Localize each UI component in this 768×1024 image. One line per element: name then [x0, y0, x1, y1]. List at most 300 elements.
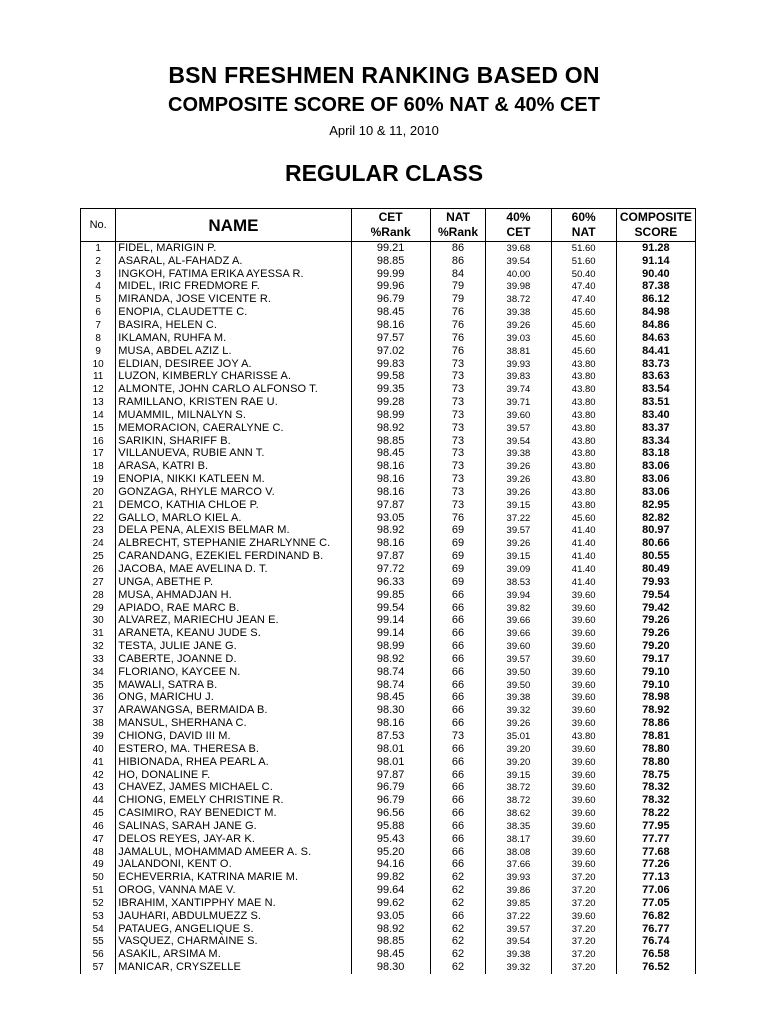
table-row — [81, 679, 696, 692]
composite-score: 76.58 — [616, 948, 695, 961]
cet-percent-rank: 99.35 — [351, 383, 430, 396]
table-row — [81, 884, 696, 897]
composite-score: 77.05 — [616, 897, 695, 910]
table-row — [81, 396, 696, 409]
student-name: OROG, VANNA MAE V. — [116, 884, 351, 897]
nat-60-percent: 51.60 — [551, 255, 616, 268]
student-name: DELA PENA, ALEXIS BELMAR M. — [116, 525, 351, 538]
column-header-60-nat — [551, 209, 616, 242]
table-row — [81, 358, 696, 371]
student-name: ENOPIA, NIKKI KATLEEN M. — [116, 473, 351, 486]
cet-percent-rank: 99.21 — [351, 242, 430, 255]
composite-score: 83.37 — [616, 422, 695, 435]
nat-60-percent: 51.60 — [551, 242, 616, 255]
composite-score: 76.52 — [616, 961, 695, 974]
nat-60-percent: 45.60 — [551, 345, 616, 358]
rank-number: 17 — [81, 448, 116, 461]
rank-number: 42 — [81, 769, 116, 782]
table-row — [81, 435, 696, 448]
nat-percent-rank: 73 — [430, 499, 486, 512]
cet-percent-rank: 99.58 — [351, 370, 430, 383]
cet-40-percent: 39.54 — [486, 255, 551, 268]
rank-number: 24 — [81, 537, 116, 550]
nat-percent-rank: 66 — [430, 589, 486, 602]
cet-percent-rank: 98.45 — [351, 306, 430, 319]
rank-number: 38 — [81, 717, 116, 730]
nat-percent-rank: 86 — [430, 242, 486, 255]
nat-60-percent: 39.60 — [551, 807, 616, 820]
nat-percent-rank: 69 — [430, 550, 486, 563]
composite-score: 79.10 — [616, 666, 695, 679]
nat-60-percent: 45.60 — [551, 332, 616, 345]
cet-40-percent: 39.54 — [486, 936, 551, 949]
rank-number: 45 — [81, 807, 116, 820]
column-header-no: No. — [81, 209, 116, 242]
cet-40-percent: 39.83 — [486, 370, 551, 383]
nat-60-percent: 37.20 — [551, 897, 616, 910]
rank-number: 39 — [81, 730, 116, 743]
cet-percent-rank: 96.79 — [351, 794, 430, 807]
cet-percent-rank: 97.87 — [351, 499, 430, 512]
student-name: VILLANUEVA, RUBIE ANN T. — [116, 448, 351, 461]
nat-percent-rank: 62 — [430, 948, 486, 961]
cet-percent-rank: 98.99 — [351, 640, 430, 653]
rank-number: 44 — [81, 794, 116, 807]
cet-40-percent: 39.38 — [486, 692, 551, 705]
cet-40-percent: 39.38 — [486, 448, 551, 461]
nat-60-percent: 47.40 — [551, 281, 616, 294]
rank-number: 9 — [81, 345, 116, 358]
exam-date: April 10 & 11, 2010 — [329, 123, 439, 138]
table-row — [81, 717, 696, 730]
cet-40-percent: 39.74 — [486, 383, 551, 396]
rank-number: 33 — [81, 653, 116, 666]
nat-percent-rank: 62 — [430, 897, 486, 910]
cet-40-percent: 39.26 — [486, 486, 551, 499]
student-name: LUZON, KIMBERLY CHARISSE A. — [116, 370, 351, 383]
nat-60-percent: 37.20 — [551, 948, 616, 961]
student-name: ALVAREZ, MARIECHU JEAN E. — [116, 614, 351, 627]
student-name: FLORIANO, KAYCEE N. — [116, 666, 351, 679]
table-row — [81, 820, 696, 833]
student-name: MIDEL, IRIC FREDMORE F. — [116, 281, 351, 294]
table-row — [81, 576, 696, 589]
rank-number: 53 — [81, 910, 116, 923]
composite-score: 79.20 — [616, 640, 695, 653]
composite-score: 83.40 — [616, 409, 695, 422]
nat-60-percent: 43.80 — [551, 396, 616, 409]
nat-percent-rank: 76 — [430, 345, 486, 358]
header-line: 40% — [506, 210, 531, 224]
nat-percent-rank: 69 — [430, 525, 486, 538]
nat-60-percent: 39.60 — [551, 666, 616, 679]
student-name: MUSA, AHMADJAN H. — [116, 589, 351, 602]
rank-number: 49 — [81, 859, 116, 872]
cet-percent-rank: 93.05 — [351, 512, 430, 525]
rank-number: 27 — [81, 576, 116, 589]
cet-40-percent: 39.66 — [486, 627, 551, 640]
nat-percent-rank: 69 — [430, 576, 486, 589]
rank-number: 5 — [81, 293, 116, 306]
composite-score: 80.66 — [616, 537, 695, 550]
nat-60-percent: 37.20 — [551, 961, 616, 974]
nat-60-percent: 43.80 — [551, 486, 616, 499]
nat-60-percent: 39.60 — [551, 833, 616, 846]
cet-percent-rank: 98.16 — [351, 717, 430, 730]
nat-60-percent: 45.60 — [551, 512, 616, 525]
nat-percent-rank: 73 — [430, 383, 486, 396]
student-name: ALBRECHT, STEPHANIE ZHARLYNNE C. — [116, 537, 351, 550]
rank-number: 10 — [81, 358, 116, 371]
nat-60-percent: 39.60 — [551, 602, 616, 615]
cet-percent-rank: 99.28 — [351, 396, 430, 409]
student-name: JALANDONI, KENT O. — [116, 859, 351, 872]
composite-score: 78.92 — [616, 704, 695, 717]
rank-number: 30 — [81, 614, 116, 627]
cet-percent-rank: 96.33 — [351, 576, 430, 589]
cet-percent-rank: 96.79 — [351, 293, 430, 306]
table-row — [81, 281, 696, 294]
nat-percent-rank: 73 — [430, 435, 486, 448]
nat-percent-rank: 62 — [430, 936, 486, 949]
nat-60-percent: 43.80 — [551, 730, 616, 743]
nat-60-percent: 39.60 — [551, 614, 616, 627]
cet-40-percent: 39.26 — [486, 537, 551, 550]
cet-percent-rank: 98.45 — [351, 948, 430, 961]
composite-score: 84.86 — [616, 319, 695, 332]
cet-40-percent: 39.94 — [486, 589, 551, 602]
nat-60-percent: 39.60 — [551, 769, 616, 782]
header-line: NAT — [446, 210, 470, 224]
nat-percent-rank: 66 — [430, 704, 486, 717]
nat-percent-rank: 62 — [430, 871, 486, 884]
cet-40-percent: 40.00 — [486, 268, 551, 281]
student-name: MUSA, ABDEL AZIZ L. — [116, 345, 351, 358]
cet-40-percent: 39.50 — [486, 666, 551, 679]
table-row — [81, 345, 696, 358]
nat-60-percent: 43.80 — [551, 473, 616, 486]
nat-percent-rank: 73 — [430, 409, 486, 422]
composite-score: 80.49 — [616, 563, 695, 576]
student-name: TESTA, JULIE JANE G. — [116, 640, 351, 653]
nat-percent-rank: 73 — [430, 730, 486, 743]
cet-percent-rank: 99.64 — [351, 884, 430, 897]
cet-40-percent: 38.81 — [486, 345, 551, 358]
composite-score: 77.26 — [616, 859, 695, 872]
column-header-cet-rank — [351, 209, 430, 242]
student-name: HIBIONADA, RHEA PEARL A. — [116, 756, 351, 769]
table-header-row — [81, 209, 696, 242]
student-name: ASAKIL, ARSIMA M. — [116, 948, 351, 961]
student-name: DELOS REYES, JAY-AR K. — [116, 833, 351, 846]
student-name: CHIONG, DAVID III M. — [116, 730, 351, 743]
cet-percent-rank: 97.02 — [351, 345, 430, 358]
rank-number: 7 — [81, 319, 116, 332]
nat-60-percent: 45.60 — [551, 319, 616, 332]
table-row — [81, 859, 696, 872]
nat-60-percent: 39.60 — [551, 756, 616, 769]
student-name: APIADO, RAE MARC B. — [116, 602, 351, 615]
nat-percent-rank: 66 — [430, 743, 486, 756]
nat-60-percent: 43.80 — [551, 383, 616, 396]
composite-score: 78.32 — [616, 781, 695, 794]
table-row — [81, 614, 696, 627]
cet-40-percent: 39.93 — [486, 871, 551, 884]
table-row — [81, 910, 696, 923]
nat-percent-rank: 73 — [430, 448, 486, 461]
cet-percent-rank: 98.16 — [351, 460, 430, 473]
composite-score: 82.82 — [616, 512, 695, 525]
cet-percent-rank: 98.85 — [351, 435, 430, 448]
table-row — [81, 730, 696, 743]
cet-40-percent: 39.15 — [486, 769, 551, 782]
student-name: SARIKIN, SHARIFF B. — [116, 435, 351, 448]
cet-40-percent: 39.50 — [486, 679, 551, 692]
nat-60-percent: 39.60 — [551, 653, 616, 666]
rank-number: 55 — [81, 936, 116, 949]
nat-percent-rank: 73 — [430, 358, 486, 371]
composite-score: 77.77 — [616, 833, 695, 846]
nat-percent-rank: 66 — [430, 692, 486, 705]
student-name: CHIONG, EMELY CHRISTINE R. — [116, 794, 351, 807]
cet-40-percent: 39.57 — [486, 422, 551, 435]
composite-score: 83.18 — [616, 448, 695, 461]
cet-40-percent: 39.93 — [486, 358, 551, 371]
student-name: ESTERO, MA. THERESA B. — [116, 743, 351, 756]
nat-60-percent: 41.40 — [551, 563, 616, 576]
table-row — [81, 936, 696, 949]
composite-score: 79.42 — [616, 602, 695, 615]
table-row — [81, 268, 696, 281]
composite-score: 84.98 — [616, 306, 695, 319]
composite-score: 78.81 — [616, 730, 695, 743]
cet-40-percent: 38.53 — [486, 576, 551, 589]
cet-percent-rank: 99.96 — [351, 281, 430, 294]
rank-number: 3 — [81, 268, 116, 281]
table-row — [81, 589, 696, 602]
rank-number: 26 — [81, 563, 116, 576]
rank-number: 35 — [81, 679, 116, 692]
nat-60-percent: 39.60 — [551, 640, 616, 653]
nat-60-percent: 50.40 — [551, 268, 616, 281]
rank-number: 47 — [81, 833, 116, 846]
rank-number: 18 — [81, 460, 116, 473]
nat-60-percent: 43.80 — [551, 499, 616, 512]
table-row — [81, 409, 696, 422]
student-name: BASIRA, HELEN C. — [116, 319, 351, 332]
student-name: ALMONTE, JOHN CARLO ALFONSO T. — [116, 383, 351, 396]
table-row — [81, 293, 696, 306]
cet-percent-rank: 95.20 — [351, 846, 430, 859]
cet-percent-rank: 98.16 — [351, 473, 430, 486]
cet-percent-rank: 98.85 — [351, 936, 430, 949]
cet-percent-rank: 98.92 — [351, 923, 430, 936]
rank-number: 40 — [81, 743, 116, 756]
nat-60-percent: 39.60 — [551, 692, 616, 705]
nat-60-percent: 41.40 — [551, 537, 616, 550]
nat-percent-rank: 62 — [430, 961, 486, 974]
composite-score: 78.98 — [616, 692, 695, 705]
table-row — [81, 473, 696, 486]
cet-percent-rank: 98.74 — [351, 679, 430, 692]
composite-score: 79.26 — [616, 614, 695, 627]
column-header-nat-rank — [430, 209, 486, 242]
rank-number: 29 — [81, 602, 116, 615]
nat-percent-rank: 76 — [430, 512, 486, 525]
nat-60-percent: 37.20 — [551, 871, 616, 884]
rank-number: 23 — [81, 525, 116, 538]
composite-score: 78.32 — [616, 794, 695, 807]
table-row — [81, 704, 696, 717]
rank-number: 12 — [81, 383, 116, 396]
table-row — [81, 499, 696, 512]
composite-score: 79.93 — [616, 576, 695, 589]
table-row — [81, 460, 696, 473]
composite-score: 77.06 — [616, 884, 695, 897]
rank-number: 54 — [81, 923, 116, 936]
nat-60-percent: 39.60 — [551, 846, 616, 859]
rank-number: 22 — [81, 512, 116, 525]
cet-40-percent: 39.32 — [486, 961, 551, 974]
composite-score: 76.74 — [616, 936, 695, 949]
composite-score: 83.51 — [616, 396, 695, 409]
student-name: JAUHARI, ABDULMUEZZ S. — [116, 910, 351, 923]
composite-score: 76.82 — [616, 910, 695, 923]
cet-percent-rank: 97.87 — [351, 550, 430, 563]
cet-percent-rank: 98.74 — [351, 666, 430, 679]
composite-score: 83.06 — [616, 486, 695, 499]
rank-number: 2 — [81, 255, 116, 268]
cet-percent-rank: 93.05 — [351, 910, 430, 923]
student-name: MANSUL, SHERHANA C. — [116, 717, 351, 730]
cet-40-percent: 39.57 — [486, 525, 551, 538]
header-line: NAT — [571, 225, 596, 239]
rank-number: 56 — [81, 948, 116, 961]
column-header-40-cet — [486, 209, 551, 242]
nat-percent-rank: 62 — [430, 923, 486, 936]
student-name: HO, DONALINE F. — [116, 769, 351, 782]
table-row — [81, 666, 696, 679]
table-row — [81, 332, 696, 345]
nat-percent-rank: 66 — [430, 859, 486, 872]
nat-percent-rank: 66 — [430, 679, 486, 692]
table-row — [81, 512, 696, 525]
nat-percent-rank: 73 — [430, 396, 486, 409]
cet-percent-rank: 98.45 — [351, 692, 430, 705]
header-line: COMPOSITE — [619, 210, 692, 224]
nat-60-percent: 39.60 — [551, 794, 616, 807]
student-name: GONZAGA, RHYLE MARCO V. — [116, 486, 351, 499]
composite-score: 78.22 — [616, 807, 695, 820]
student-name: SALINAS, SARAH JANE G. — [116, 820, 351, 833]
cet-percent-rank: 97.72 — [351, 563, 430, 576]
nat-60-percent: 41.40 — [551, 525, 616, 538]
composite-score: 78.80 — [616, 743, 695, 756]
composite-score: 83.06 — [616, 460, 695, 473]
cet-40-percent: 39.20 — [486, 743, 551, 756]
nat-percent-rank: 79 — [430, 293, 486, 306]
nat-60-percent: 39.60 — [551, 910, 616, 923]
cet-percent-rank: 99.62 — [351, 897, 430, 910]
nat-percent-rank: 66 — [430, 627, 486, 640]
cet-40-percent: 39.03 — [486, 332, 551, 345]
composite-score: 79.10 — [616, 679, 695, 692]
nat-percent-rank: 66 — [430, 794, 486, 807]
composite-score: 78.86 — [616, 717, 695, 730]
cet-percent-rank: 99.83 — [351, 358, 430, 371]
header-line: SCORE — [634, 225, 678, 239]
cet-40-percent: 39.38 — [486, 948, 551, 961]
header-line: %Rank — [370, 225, 411, 239]
nat-percent-rank: 66 — [430, 717, 486, 730]
student-name: ELDIAN, DESIREE JOY A. — [116, 358, 351, 371]
rank-number: 48 — [81, 846, 116, 859]
student-name: PATAUEG, ANGELIQUE S. — [116, 923, 351, 936]
nat-percent-rank: 66 — [430, 769, 486, 782]
nat-60-percent: 45.60 — [551, 306, 616, 319]
cet-percent-rank: 98.30 — [351, 961, 430, 974]
rank-number: 31 — [81, 627, 116, 640]
table-row — [81, 756, 696, 769]
student-name: ARAWANGSA, BERMAIDA B. — [116, 704, 351, 717]
rank-number: 20 — [81, 486, 116, 499]
cet-percent-rank: 94.16 — [351, 859, 430, 872]
composite-score: 79.26 — [616, 627, 695, 640]
nat-percent-rank: 66 — [430, 614, 486, 627]
nat-60-percent: 43.80 — [551, 448, 616, 461]
rank-number: 43 — [81, 781, 116, 794]
cet-percent-rank: 97.57 — [351, 332, 430, 345]
student-name: FIDEL, MARIGIN P. — [116, 242, 351, 255]
nat-percent-rank: 66 — [430, 653, 486, 666]
table-row — [81, 486, 696, 499]
cet-40-percent: 39.60 — [486, 640, 551, 653]
cet-percent-rank: 98.30 — [351, 704, 430, 717]
cet-percent-rank: 96.79 — [351, 781, 430, 794]
cet-percent-rank: 98.16 — [351, 319, 430, 332]
cet-40-percent: 37.22 — [486, 910, 551, 923]
rank-number: 34 — [81, 666, 116, 679]
cet-40-percent: 38.62 — [486, 807, 551, 820]
table-row — [81, 897, 696, 910]
table-row — [81, 242, 696, 255]
cet-40-percent: 39.26 — [486, 460, 551, 473]
composite-score: 78.75 — [616, 769, 695, 782]
cet-40-percent: 38.35 — [486, 820, 551, 833]
cet-40-percent: 37.22 — [486, 512, 551, 525]
rank-number: 50 — [81, 871, 116, 884]
cet-percent-rank: 98.01 — [351, 756, 430, 769]
rank-number: 4 — [81, 281, 116, 294]
student-name: UNGA, ABETHE P. — [116, 576, 351, 589]
composite-score: 91.14 — [616, 255, 695, 268]
table-row — [81, 781, 696, 794]
ranking-table-body — [81, 242, 696, 975]
composite-score: 80.97 — [616, 525, 695, 538]
cet-40-percent: 39.54 — [486, 435, 551, 448]
cet-percent-rank: 95.43 — [351, 833, 430, 846]
cet-40-percent: 39.26 — [486, 319, 551, 332]
student-name: ARASA, KATRI B. — [116, 460, 351, 473]
cet-percent-rank: 87.53 — [351, 730, 430, 743]
nat-percent-rank: 73 — [430, 370, 486, 383]
cet-40-percent: 39.15 — [486, 550, 551, 563]
table-row — [81, 961, 696, 974]
nat-60-percent: 39.60 — [551, 627, 616, 640]
nat-60-percent: 39.60 — [551, 704, 616, 717]
composite-score: 87.38 — [616, 281, 695, 294]
composite-score: 84.41 — [616, 345, 695, 358]
